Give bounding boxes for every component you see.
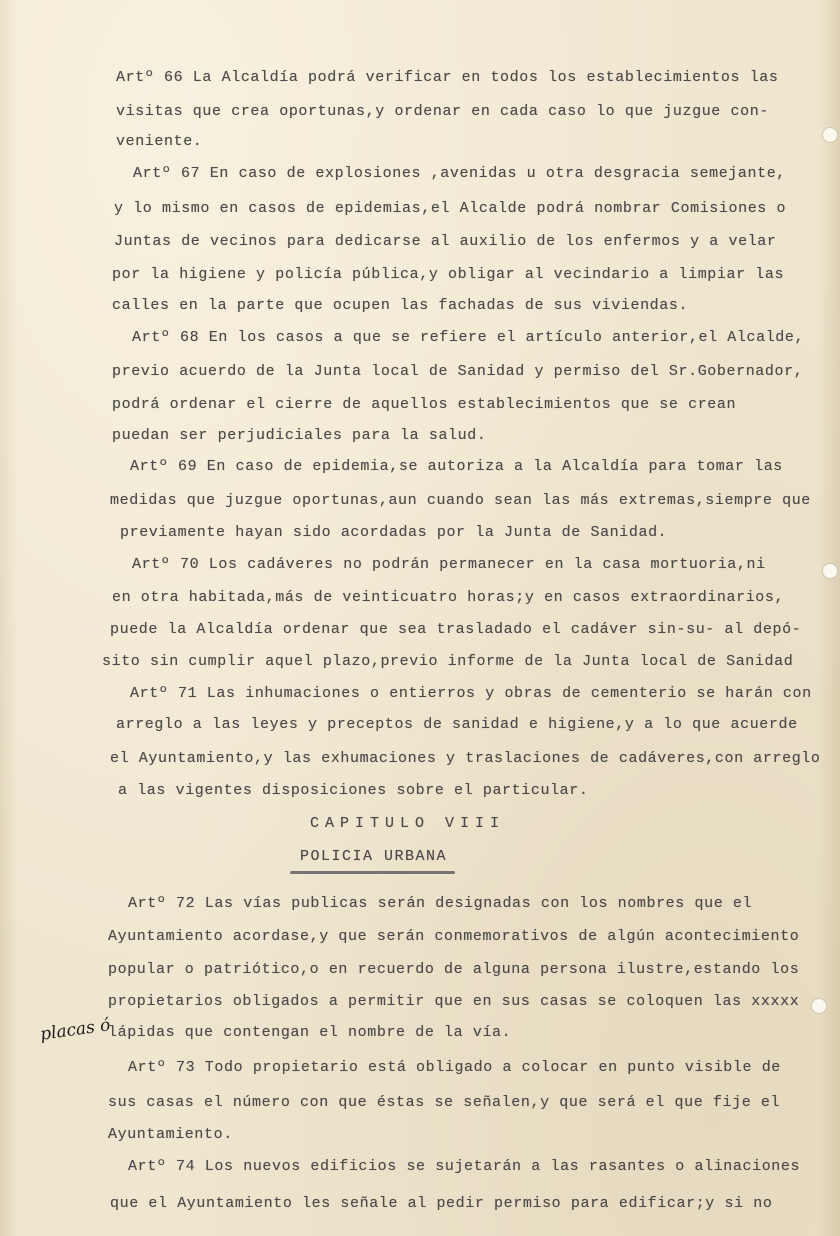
text-line: en otra habitada,más de veinticuatro horas;y en casos extraordinarios, [112,589,785,606]
text-line: podrá ordenar el cierre de aquellos establecimientos que se crean [112,396,737,413]
text-line: calles en la parte que ocupen las fachadas de sus viviendas. [112,297,689,314]
heading-underline [290,871,455,874]
text-line: veniente. [116,133,203,150]
text-line: arreglo a las leyes y preceptos de sanidad e higiene,y a lo que acuerde [116,716,798,733]
text-line: visitas que crea oportunas,y ordenar en cada caso lo que juzgue con- [116,103,769,120]
handwritten-margin-note: placas ó [38,1015,112,1045]
chapter-subheading: POLICIA URBANA [300,848,448,865]
punch-hole [822,563,838,579]
text-line: el Ayuntamiento,y las exhumaciones y traslaciones de cadáveres,con arreglo [110,750,821,767]
text-line: popular o patriótico,o en recuerdo de alguna persona ilustre,estando los [108,961,800,978]
text-line: propietarios obligados a permitir que en sus casas se coloquen las xxxxx [108,993,800,1010]
text-line: Ayuntamiento. [108,1126,233,1143]
punch-hole [811,998,827,1014]
text-line: por la higiene y policía pública,y obligar al vecindario a limpiar las [112,266,785,283]
punch-hole [822,127,838,143]
text-line: Artº 70 Los cadáveres no podrán permanecer en la casa mortuoria,ni [132,556,766,573]
text-line: Artº 68 En los casos a que se refiere el artículo anterior,el Alcalde, [132,329,805,346]
text-line: Artº 71 Las inhumaciones o entierros y obras de cementerio se harán con [130,685,812,702]
text-line: Juntas de vecinos para dedicarse al auxilio de los enfermos y a velar [114,233,777,250]
text-line: previo acuerdo de la Junta local de Sanidad y permiso del Sr.Gobernador, [112,363,804,380]
text-line: Artº 67 En caso de explosiones ,avenidas u otra desgracia semejante, [133,165,786,182]
text-line: sus casas el número con que éstas se señalen,y que será el que fije el [108,1094,781,1111]
text-line: y lo mismo en casos de epidemias,el Alcalde podrá nombrar Comisiones o [114,200,787,217]
text-line: Ayuntamiento acordase,y que serán conmemorativos de algún acontecimiento [108,928,800,945]
text-line: medidas que juzgue oportunas,aun cuando sean las más extremas,siempre que [110,492,811,509]
chapter-heading: CAPITULO VIII [310,815,506,832]
text-line: lápidas que contengan el nombre de la vía. [108,1024,512,1041]
text-line: Artº 73 Todo propietario está obligado a colocar en punto visible de [128,1059,781,1076]
text-line: Artº 69 En caso de epidemia,se autoriza a la Alcaldía para tomar las [130,458,783,475]
text-line: puedan ser perjudiciales para la salud. [112,427,487,444]
text-line: que el Ayuntamiento les señale al pedir permiso para edificar;y si no [110,1195,773,1212]
text-line: Artº 72 Las vías publicas serán designadas con los nombres que el [128,895,753,912]
text-line: previamente hayan sido acordadas por la Junta de Sanidad. [120,524,668,541]
text-line: Artº 74 Los nuevos edificios se sujetarán a las rasantes o alinaciones [128,1158,801,1175]
text-line: Artº 66 La Alcaldía podrá verificar en todos los establecimientos las [116,69,779,86]
text-line: a las vigentes disposiciones sobre el particular. [118,782,589,799]
text-line: puede la Alcaldía ordenar que sea trasladado el cadáver sin-su- al depó- [110,621,802,638]
text-line: sito sin cumplir aquel plazo,previo informe de la Junta local de Sanidad [102,653,794,670]
